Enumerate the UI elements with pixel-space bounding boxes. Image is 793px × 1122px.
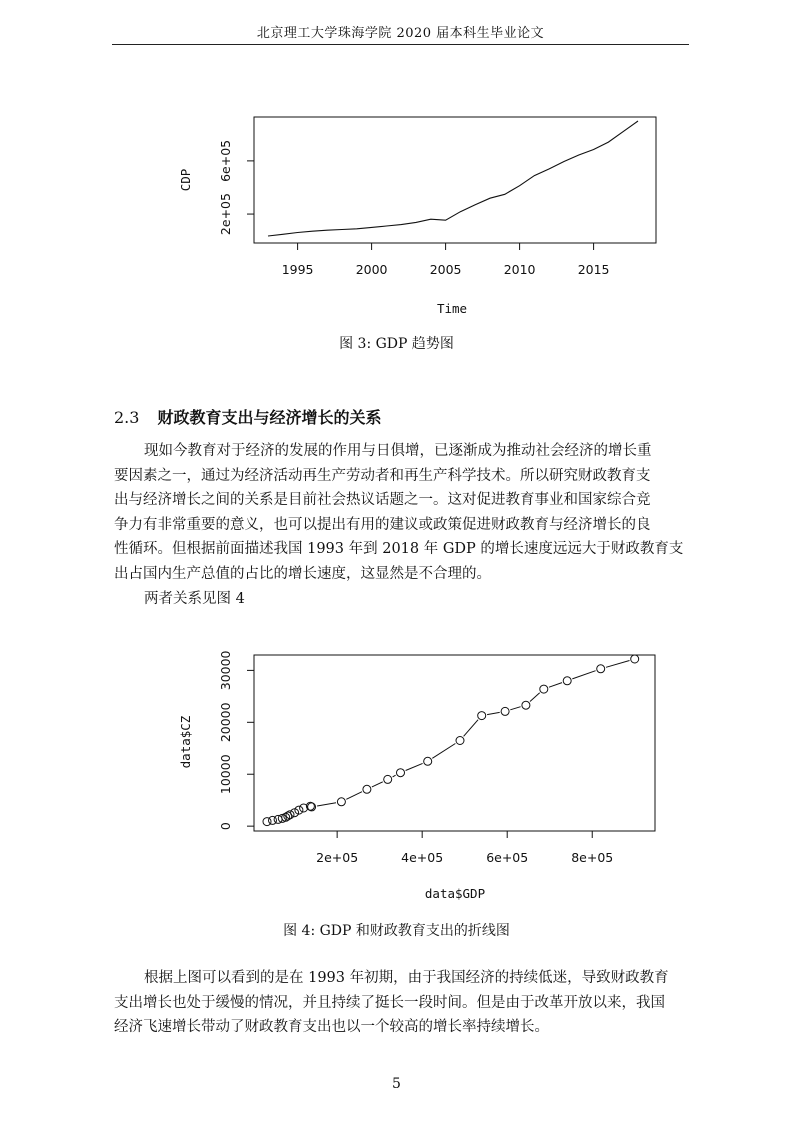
paragraph-line: 出与经济增长之间的关系是目前社会热议话题之一。这对促进教育事业和国家综合竞: [114, 492, 651, 509]
x-tick-label: 8e+05: [571, 850, 614, 865]
connector-segment: [393, 775, 396, 777]
section-title: 财政教育支出与经济增长的关系: [157, 408, 382, 427]
data-point: [631, 655, 639, 663]
page-number: 5: [392, 1076, 401, 1092]
data-point: [263, 818, 271, 826]
y-tick-label: 20000: [218, 702, 233, 743]
x-axis-title: Time: [436, 301, 468, 316]
data-point: [563, 677, 571, 685]
connector-segment: [432, 744, 455, 759]
data-point: [424, 757, 432, 765]
y-tick-label: 2e+05: [218, 193, 233, 236]
data-point: [522, 701, 530, 709]
x-tick-label: 2000: [355, 262, 388, 277]
y-tick-label: 30000: [218, 650, 233, 691]
connector-segment: [406, 763, 423, 770]
x-tick-label: 2015: [577, 262, 610, 277]
connector-segment: [606, 661, 630, 668]
data-point: [456, 737, 464, 745]
x-tick-label: 2e+05: [316, 850, 359, 865]
paragraph-line: 经济飞速增长带动了财政教育支出也以一个较高的增长率持续增长。: [114, 1019, 549, 1036]
paragraph-line: 性循环。但根据前面描述我国 1993 年到 2018 年 GDP 的增长速度远远大于财政教育支: [114, 541, 684, 558]
connector-segment: [510, 707, 520, 710]
connector-segment: [530, 693, 540, 702]
data-point: [478, 712, 486, 720]
y-axis-title: data$CZ: [178, 715, 193, 769]
x-tick-label: 4e+05: [401, 850, 444, 865]
figure-3-caption: 图 3: GDP 趋势图: [339, 336, 454, 352]
connector-segment: [549, 683, 562, 688]
x-tick-label: 1995: [281, 262, 314, 277]
x-tick-label: 6e+05: [486, 850, 529, 865]
x-tick-label: 2010: [503, 262, 536, 277]
connector-segment: [464, 720, 479, 737]
paragraph-line: 根据上图可以看到的是在 1993 年初期，由于我国经济的持续低迷，导致财政教育: [144, 970, 669, 986]
data-point: [397, 769, 405, 777]
paragraph-line: 支出增长也处于缓慢的情况，并且持续了挺长一段时间。但是由于改革开放以来，我国: [114, 994, 665, 1011]
connector-segment: [487, 712, 500, 714]
data-point: [363, 785, 371, 793]
x-tick-label: 2005: [429, 262, 462, 277]
y-tick-label: 10000: [218, 754, 233, 795]
page-header: 北京理工大学珠海学院 2020 届本科生毕业论文: [256, 26, 545, 41]
data-point: [269, 816, 277, 824]
connector-segment: [346, 792, 362, 800]
connector-segment: [372, 782, 383, 787]
paragraph-line: 出占国内生产总值的占比的增长速度，这显然是不合理的。: [114, 565, 491, 582]
data-point: [597, 665, 605, 673]
y-axis-title: CDP: [178, 168, 193, 192]
figure-4-caption: 图 4: GDP 和财政教育支出的折线图: [283, 923, 510, 939]
x-axis-title: data$GDP: [424, 886, 486, 901]
connector-segment: [572, 671, 595, 679]
data-point: [540, 685, 548, 693]
paragraph-line: 争力有非常重要的意义，也可以提出有用的建议或政策促进财政教育与经济增长的良: [114, 516, 651, 533]
data-point: [501, 707, 509, 715]
data-point: [337, 798, 345, 806]
data-point: [384, 775, 392, 783]
paragraph-2: [114, 966, 690, 1040]
section-number: 2.3: [114, 408, 140, 427]
paragraph-line: 两者关系见图 4: [144, 590, 245, 607]
y-tick-label: 6e+05: [218, 139, 233, 182]
paragraph-line: 要因素之一，通过为经济活动再生产劳动者和再生产科学技术。所以研究财政教育支: [114, 467, 651, 484]
paragraph-line: 现如今教育对于经济的发展的作用与日俱增，已逐渐成为推动社会经济的增长重: [144, 443, 652, 459]
connector-segment: [317, 803, 336, 806]
y-tick-label: 0: [218, 822, 233, 831]
